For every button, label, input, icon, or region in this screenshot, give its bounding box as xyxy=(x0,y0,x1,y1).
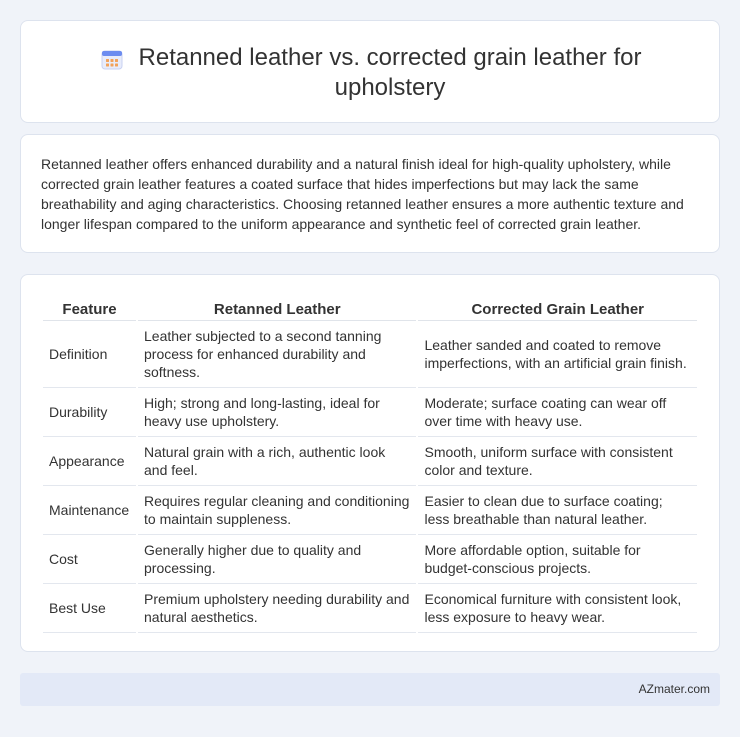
table-header-row xyxy=(43,295,697,321)
page-title: Retanned leather vs. corrected grain leather for upholstery xyxy=(138,44,642,101)
corrected-cell: Economical furniture with consistent look, less exposure to heavy wear. xyxy=(418,584,697,633)
corrected-cell: Smooth, uniform surface with consistent color and texture. xyxy=(418,437,697,486)
feature-cell: Durability xyxy=(43,388,136,437)
table-row xyxy=(43,535,697,584)
header-feature: Feature xyxy=(43,295,136,321)
retanned-cell: Premium upholstery needing durability and natural aesthetics. xyxy=(138,584,416,633)
feature-cell: Appearance xyxy=(43,437,136,486)
title-card xyxy=(20,20,720,123)
corrected-cell: Moderate; surface coating can wear off over time with heavy use. xyxy=(418,388,697,437)
table-row xyxy=(43,584,697,633)
summary-text: Retanned leather offers enhanced durability and a natural finish ideal for high-quality upholstery, while corrected grain leather features a coated surface that hides imperfections but may lack the same breathability and aging characteristics. Choosing retanned leather ensures a more authentic texture and longer lifespan compared to the uniform appearance and synthetic feel of corrected grain leather. xyxy=(41,156,684,232)
corrected-cell: Easier to clean due to surface coating; less breathable than natural leather. xyxy=(418,486,697,535)
corrected-cell: More affordable option, suitable for budget-conscious projects. xyxy=(418,535,697,584)
header-retanned: Retanned Leather xyxy=(138,295,416,321)
retanned-cell: Requires regular cleaning and conditioning to maintain suppleness. xyxy=(138,486,416,535)
feature-cell: Cost xyxy=(43,535,136,584)
table-row xyxy=(43,486,697,535)
corrected-cell: Leather sanded and coated to remove imperfections, with an artificial grain finish. xyxy=(418,321,697,388)
retanned-cell: Leather subjected to a second tanning process for enhanced durability and softness. xyxy=(138,321,416,388)
table-row xyxy=(43,388,697,437)
summary-card xyxy=(20,134,720,253)
header-corrected: Corrected Grain Leather xyxy=(418,295,697,321)
retanned-cell: Generally higher due to quality and processing. xyxy=(138,535,416,584)
footer-brand[interactable]: AZmater.com xyxy=(638,682,710,696)
feature-cell: Maintenance xyxy=(43,486,136,535)
comparison-card xyxy=(20,274,720,652)
feature-cell: Definition xyxy=(43,321,136,388)
feature-cell: Best Use xyxy=(43,584,136,633)
retanned-cell: Natural grain with a rich, authentic look and feel. xyxy=(138,437,416,486)
table-row xyxy=(43,437,697,486)
table-row xyxy=(43,321,697,388)
retanned-cell: High; strong and long-lasting, ideal for heavy use upholstery. xyxy=(138,388,416,437)
comparison-table xyxy=(41,295,699,633)
footer xyxy=(20,673,720,706)
